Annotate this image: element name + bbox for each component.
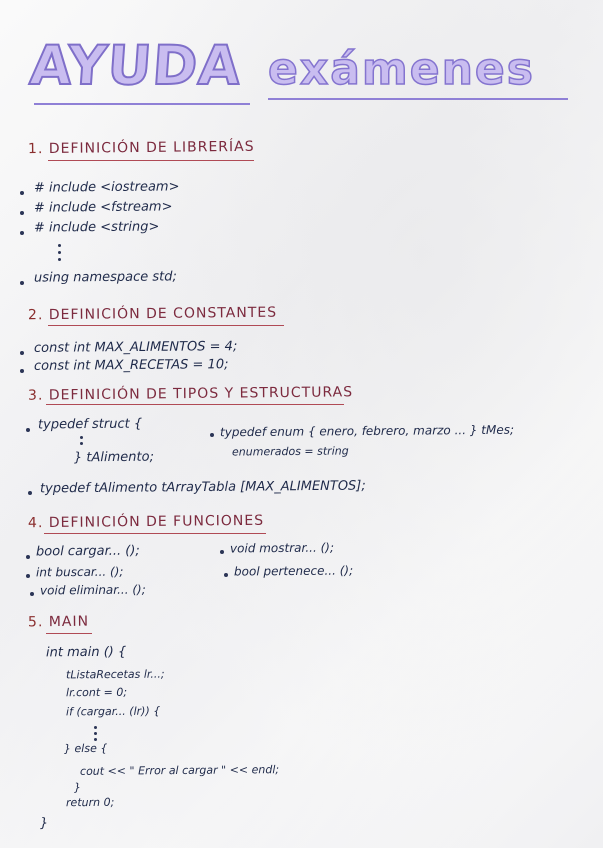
ellipsis-dot [94,738,97,741]
section-3-header [28,384,353,403]
section-2-number: 2. [27,307,44,324]
code-line: typedef enum { enero, febrero, marzo ... } tMes; [219,422,515,440]
code-line: void eliminar... (); [39,582,146,598]
code-line: cout << " Error al cargar " << endl; [79,763,280,778]
bullet [20,281,24,285]
title-sub-underline [268,98,568,100]
code-line: tListaRecetas lr...; [65,667,165,682]
section-2-header [28,305,277,324]
code-line: lr.cont = 0; [65,685,128,700]
ellipsis-dot [80,436,83,439]
ellipsis-dot [94,726,97,729]
code-line: int buscar... (); [35,564,124,580]
code-line: # include <string> [33,219,160,236]
section-4-underline [44,533,266,534]
code-line: using namespace std; [33,269,177,286]
ellipsis-dot [58,258,61,261]
section-1-header [28,139,255,157]
bullet [224,573,228,577]
code-line: bool cargar... (); [35,543,140,560]
code-line: # include <fstream> [33,199,173,216]
code-line-note: enumerados = string [231,444,349,459]
code-line: } [39,815,49,832]
section-4-number: 4. [27,515,44,532]
bullet [20,211,24,215]
bullet [28,491,32,495]
section-5-underline [46,633,92,634]
bullet [220,550,224,554]
code-line: } else { [63,741,108,756]
ellipsis-dot [58,251,61,254]
section-1-underline [48,160,254,161]
ellipsis-dot [80,442,83,445]
title-sub: exámenes [268,44,535,95]
code-line: const int MAX_ALIMENTOS = 4; [33,339,238,356]
ellipsis-dot [94,732,97,735]
title-main-underline [34,103,250,105]
section-5-heading: MAIN [48,613,90,631]
section-5-header [28,614,89,631]
code-line: bool pertenece... (); [233,563,354,579]
section-3-underline [46,404,344,405]
section-2-heading: DEFINICIÓN DE CONSTANTES [48,304,278,324]
code-line: # include <iostream> [33,179,180,196]
bullet [20,231,24,235]
code-line: if (cargar... (lr)) { [65,704,161,719]
code-line: typedef struct { [37,416,143,433]
title-main: AYUDA [27,34,244,97]
code-line: void mostrar... (); [229,540,335,556]
section-1-heading: DEFINICIÓN DE LIBRERÍAS [48,138,255,157]
section-2-underline [48,325,284,326]
section-4-header [28,513,264,531]
ellipsis-dot [58,244,61,247]
section-4-heading: DEFINICIÓN DE FUNCIONES [48,512,265,532]
code-line: const int MAX_RECETAS = 10; [33,357,229,374]
code-line: } [73,780,82,795]
bullet [26,555,30,559]
section-3-number: 3. [27,387,44,404]
bullet [26,428,30,432]
code-line: } tAlimento; [73,449,155,466]
bullet [20,369,24,373]
bullet [20,351,24,355]
section-5-number: 5. [27,614,44,631]
code-line: int main () { [45,644,127,661]
section-1-number: 1. [27,141,44,158]
bullet [20,191,24,195]
code-line: return 0; [65,795,115,810]
bullet [30,592,34,596]
bullet [26,574,30,578]
code-line: typedef tAlimento tArrayTabla [MAX_ALIMENTOS]; [39,478,366,497]
bullet [210,433,214,437]
section-3-heading: DEFINICIÓN DE TIPOS Y ESTRUCTURAS [48,384,354,404]
